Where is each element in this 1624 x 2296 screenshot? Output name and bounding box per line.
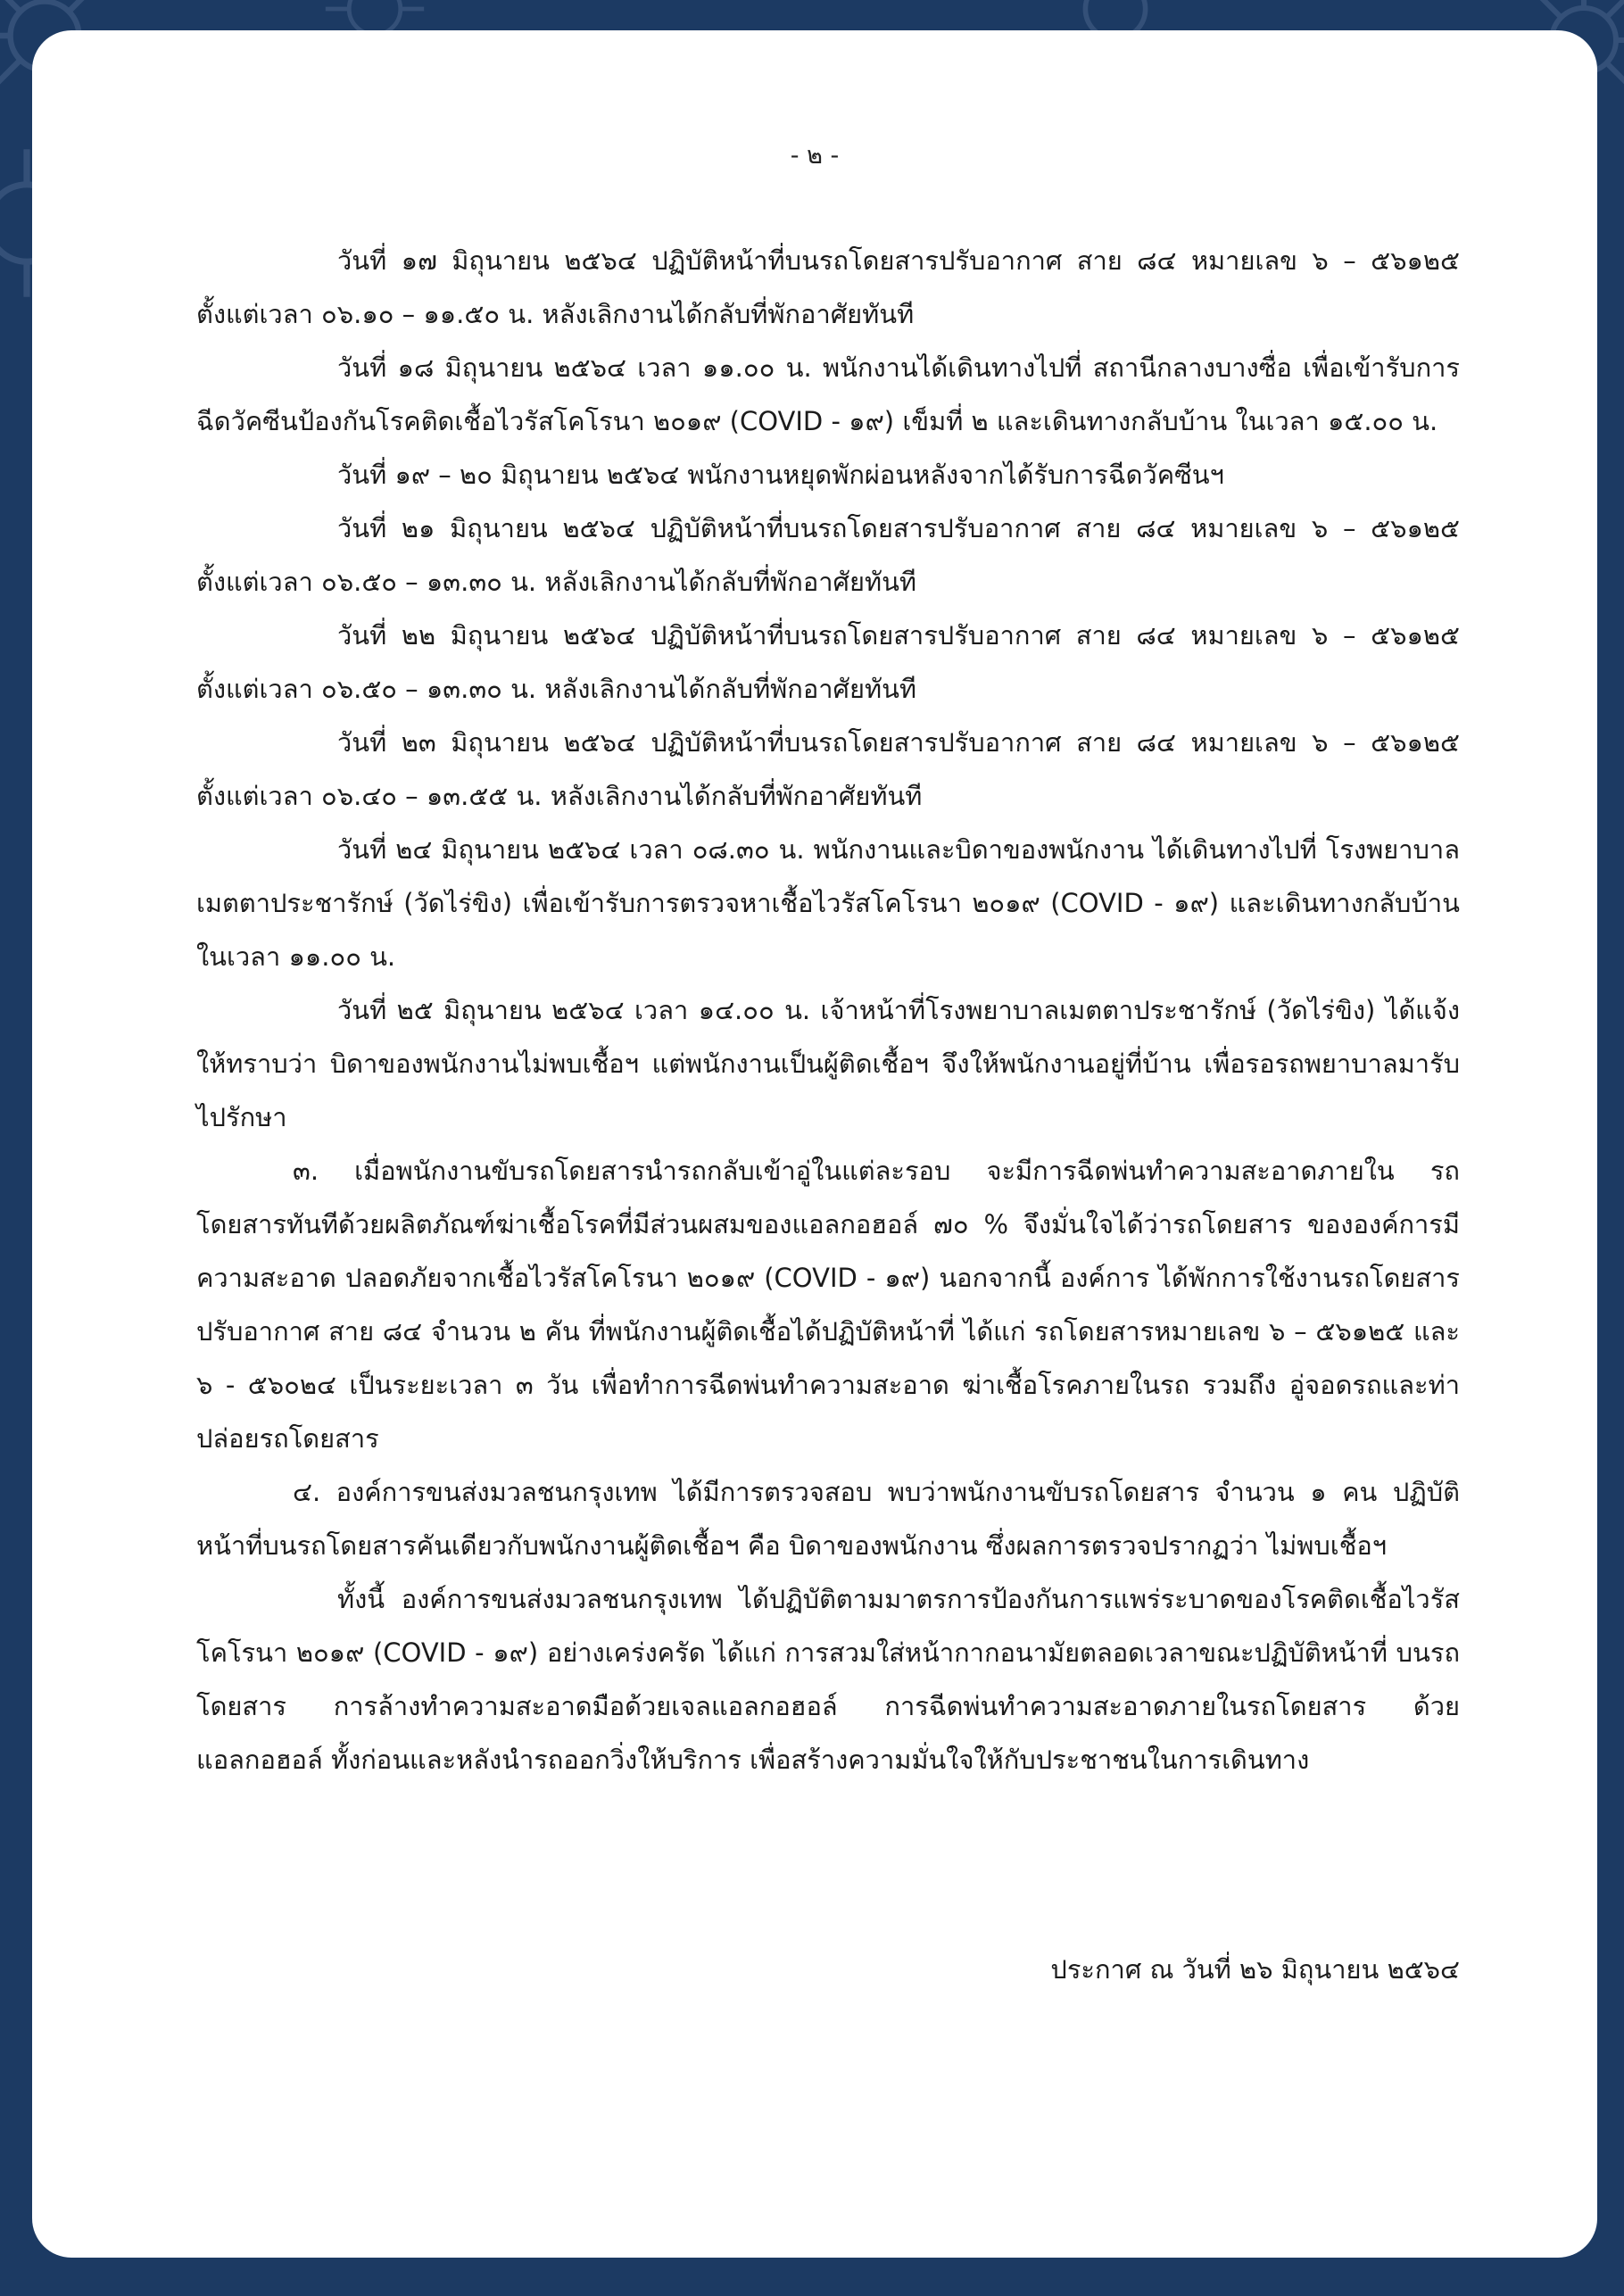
paragraph-date-23: วันที่ ๒๓ มิถุนายน ๒๕๖๔ ปฏิบัติหน้าที่บนรถโดยสารปรับอากาศ สาย ๘๔ หมายเลข ๖ – ๕๖๑๒๕ ตั้งแต่เวลา ๐๖.๔๐ – ๑๓.๕๕ น. หลังเลิกงานได้กลับที่พักอาศัยทันที xyxy=(196,727,1460,811)
paragraph-date-22: วันที่ ๒๒ มิถุนายน ๒๕๖๔ ปฏิบัติหน้าที่บนรถโดยสารปรับอากาศ สาย ๘๔ หมายเลข ๖ – ๕๖๑๒๕ ตั้งแต่เวลา ๐๖.๕๐ – ๑๓.๓๐ น. หลังเลิกงานได้กลับที่พักอาศัยทันที xyxy=(196,620,1460,704)
paragraph-item-3: ๓. เมื่อพนักงานขับรถโดยสารนำรถกลับเข้าอู่ในแต่ละรอบ จะมีการฉีดพ่นทำความสะอาดภายใน รถโดยสารทันทีด้วยผลิตภัณฑ์ฆ่าเชื้อโรคที่มีส่วนผสมของแอลกอฮอล์ ๗๐ % จึงมั่นใจได้ว่ารถโดยสาร ขององค์การมีความสะอาด ปลอดภัยจากเชื้อไวรัสโคโรนา ๒๐๑๙ (COVID - ๑๙) นอกจากนี้ องค์การ ได้พักการใช้งานรถโดยสารปรับอากาศ สาย ๘๔ จำนวน ๒ คัน ที่พนักงานผู้ติดเชื้อได้ปฏิบัติหน้าที่ ได้แก่ รถโดยสารหมายเลข ๖ – ๕๖๑๒๕ และ ๖ - ๕๖๐๒๔ เป็นระยะเวลา ๓ วัน เพื่อทำการฉีดพ่นทำความสะอาด ฆ่าเชื้อโรคภายในรถ รวมถึง อู่จอดรถและท่าปล่อยรถโดยสาร xyxy=(196,1156,1460,1454)
paragraph-date-17: วันที่ ๑๗ มิถุนายน ๒๕๖๔ ปฏิบัติหน้าที่บนรถโดยสารปรับอากาศ สาย ๘๔ หมายเลข ๖ – ๕๖๑๒๕ ตั้งแต่เวลา ๐๖.๑๐ – ๑๑.๕๐ น. หลังเลิกงานได้กลับที่พักอาศัยทันที xyxy=(196,245,1460,329)
document-page xyxy=(32,30,1597,2258)
paragraph-date-21: วันที่ ๒๑ มิถุนายน ๒๕๖๔ ปฏิบัติหน้าที่บนรถโดยสารปรับอากาศ สาย ๘๔ หมายเลข ๖ – ๕๖๑๒๕ ตั้งแต่เวลา ๐๖.๕๐ – ๑๓.๓๐ น. หลังเลิกงานได้กลับที่พักอาศัยทันที xyxy=(196,513,1460,597)
paragraph-date-18: วันที่ ๑๘ มิถุนายน ๒๕๖๔ เวลา ๑๑.๐๐ น. พนักงานได้เดินทางไปที่ สถานีกลางบางซื่อ เพื่อเข้ารับการฉีดวัคซีนป้องกันโรคติดเชื้อไวรัสโคโรนา ๒๐๑๙ (COVID - ๑๙) เข็มที่ ๒ และเดินทางกลับบ้าน ในเวลา ๑๕.๐๐ น. xyxy=(196,352,1460,436)
paragraph-date-19-20: วันที่ ๑๙ – ๒๐ มิถุนายน ๒๕๖๔ พนักงานหยุดพักผ่อนหลังจากได้รับการฉีดวัคซีนฯ xyxy=(337,460,1224,490)
document-body xyxy=(196,234,1460,1786)
page-number: - ๒ - xyxy=(790,142,840,170)
paragraph-date-24: วันที่ ๒๔ มิถุนายน ๒๕๖๔ เวลา ๐๘.๓๐ น. พนักงานและบิดาของพนักงาน ได้เดินทางไปที่ โรงพยาบาลเมตตาประชารักษ์ (วัดไร่ขิง) เพื่อเข้ารับการตรวจหาเชื้อไวรัสโคโรนา ๒๐๑๙ (COVID - ๑๙) และเดินทางกลับบ้าน ในเวลา ๑๑.๐๐ น. xyxy=(196,834,1460,972)
paragraph-date-25: วันที่ ๒๕ มิถุนายน ๒๕๖๔ เวลา ๑๔.๐๐ น. เจ้าหน้าที่โรงพยาบาลเมตตาประชารักษ์ (วัดไร่ขิง) ได้แจ้งให้ทราบว่า บิดาของพนักงานไม่พบเชื้อฯ แต่พนักงานเป็นผู้ติดเชื้อฯ จึงให้พนักงานอยู่ที่บ้าน เพื่อรอรถพยาบาลมารับไปรักษา xyxy=(196,995,1460,1132)
announcement-date: ประกาศ ณ วันที่ ๒๖ มิถุนายน ๒๕๖๔ xyxy=(1050,1954,1460,1985)
paragraph-conclusion: ทั้งนี้ องค์การขนส่งมวลชนกรุงเทพ ได้ปฏิบัติตามมาตรการป้องกันการแพร่ระบาดของโรคติดเชื้อไวรัส โคโรนา ๒๐๑๙ (COVID - ๑๙) อย่างเคร่งครัด ได้แก่ การสวมใส่หน้ากากอนามัยตลอดเวลาขณะปฏิบัติหน้าที่ บนรถโดยสาร การล้างทำความสะอาดมือด้วยเจลแอลกอฮอล์ การฉีดพ่นทำความสะอาดภายในรถโดยสาร ด้วยแอลกอฮอล์ ทั้งก่อนและหลังนำรถออกวิ่งให้บริการ เพื่อสร้างความมั่นใจให้กับประชาชนในการเดินทาง xyxy=(196,1584,1460,1775)
paragraph-item-4: ๔. องค์การขนส่งมวลชนกรุงเทพ ได้มีการตรวจสอบ พบว่าพนักงานขับรถโดยสาร จำนวน ๑ คน ปฏิบัติหน้าที่บนรถโดยสารคันเดียวกับพนักงานผู้ติดเชื้อฯ คือ บิดาของพนักงาน ซึ่งผลการตรวจปรากฏว่า ไม่พบเชื้อฯ xyxy=(196,1477,1460,1561)
